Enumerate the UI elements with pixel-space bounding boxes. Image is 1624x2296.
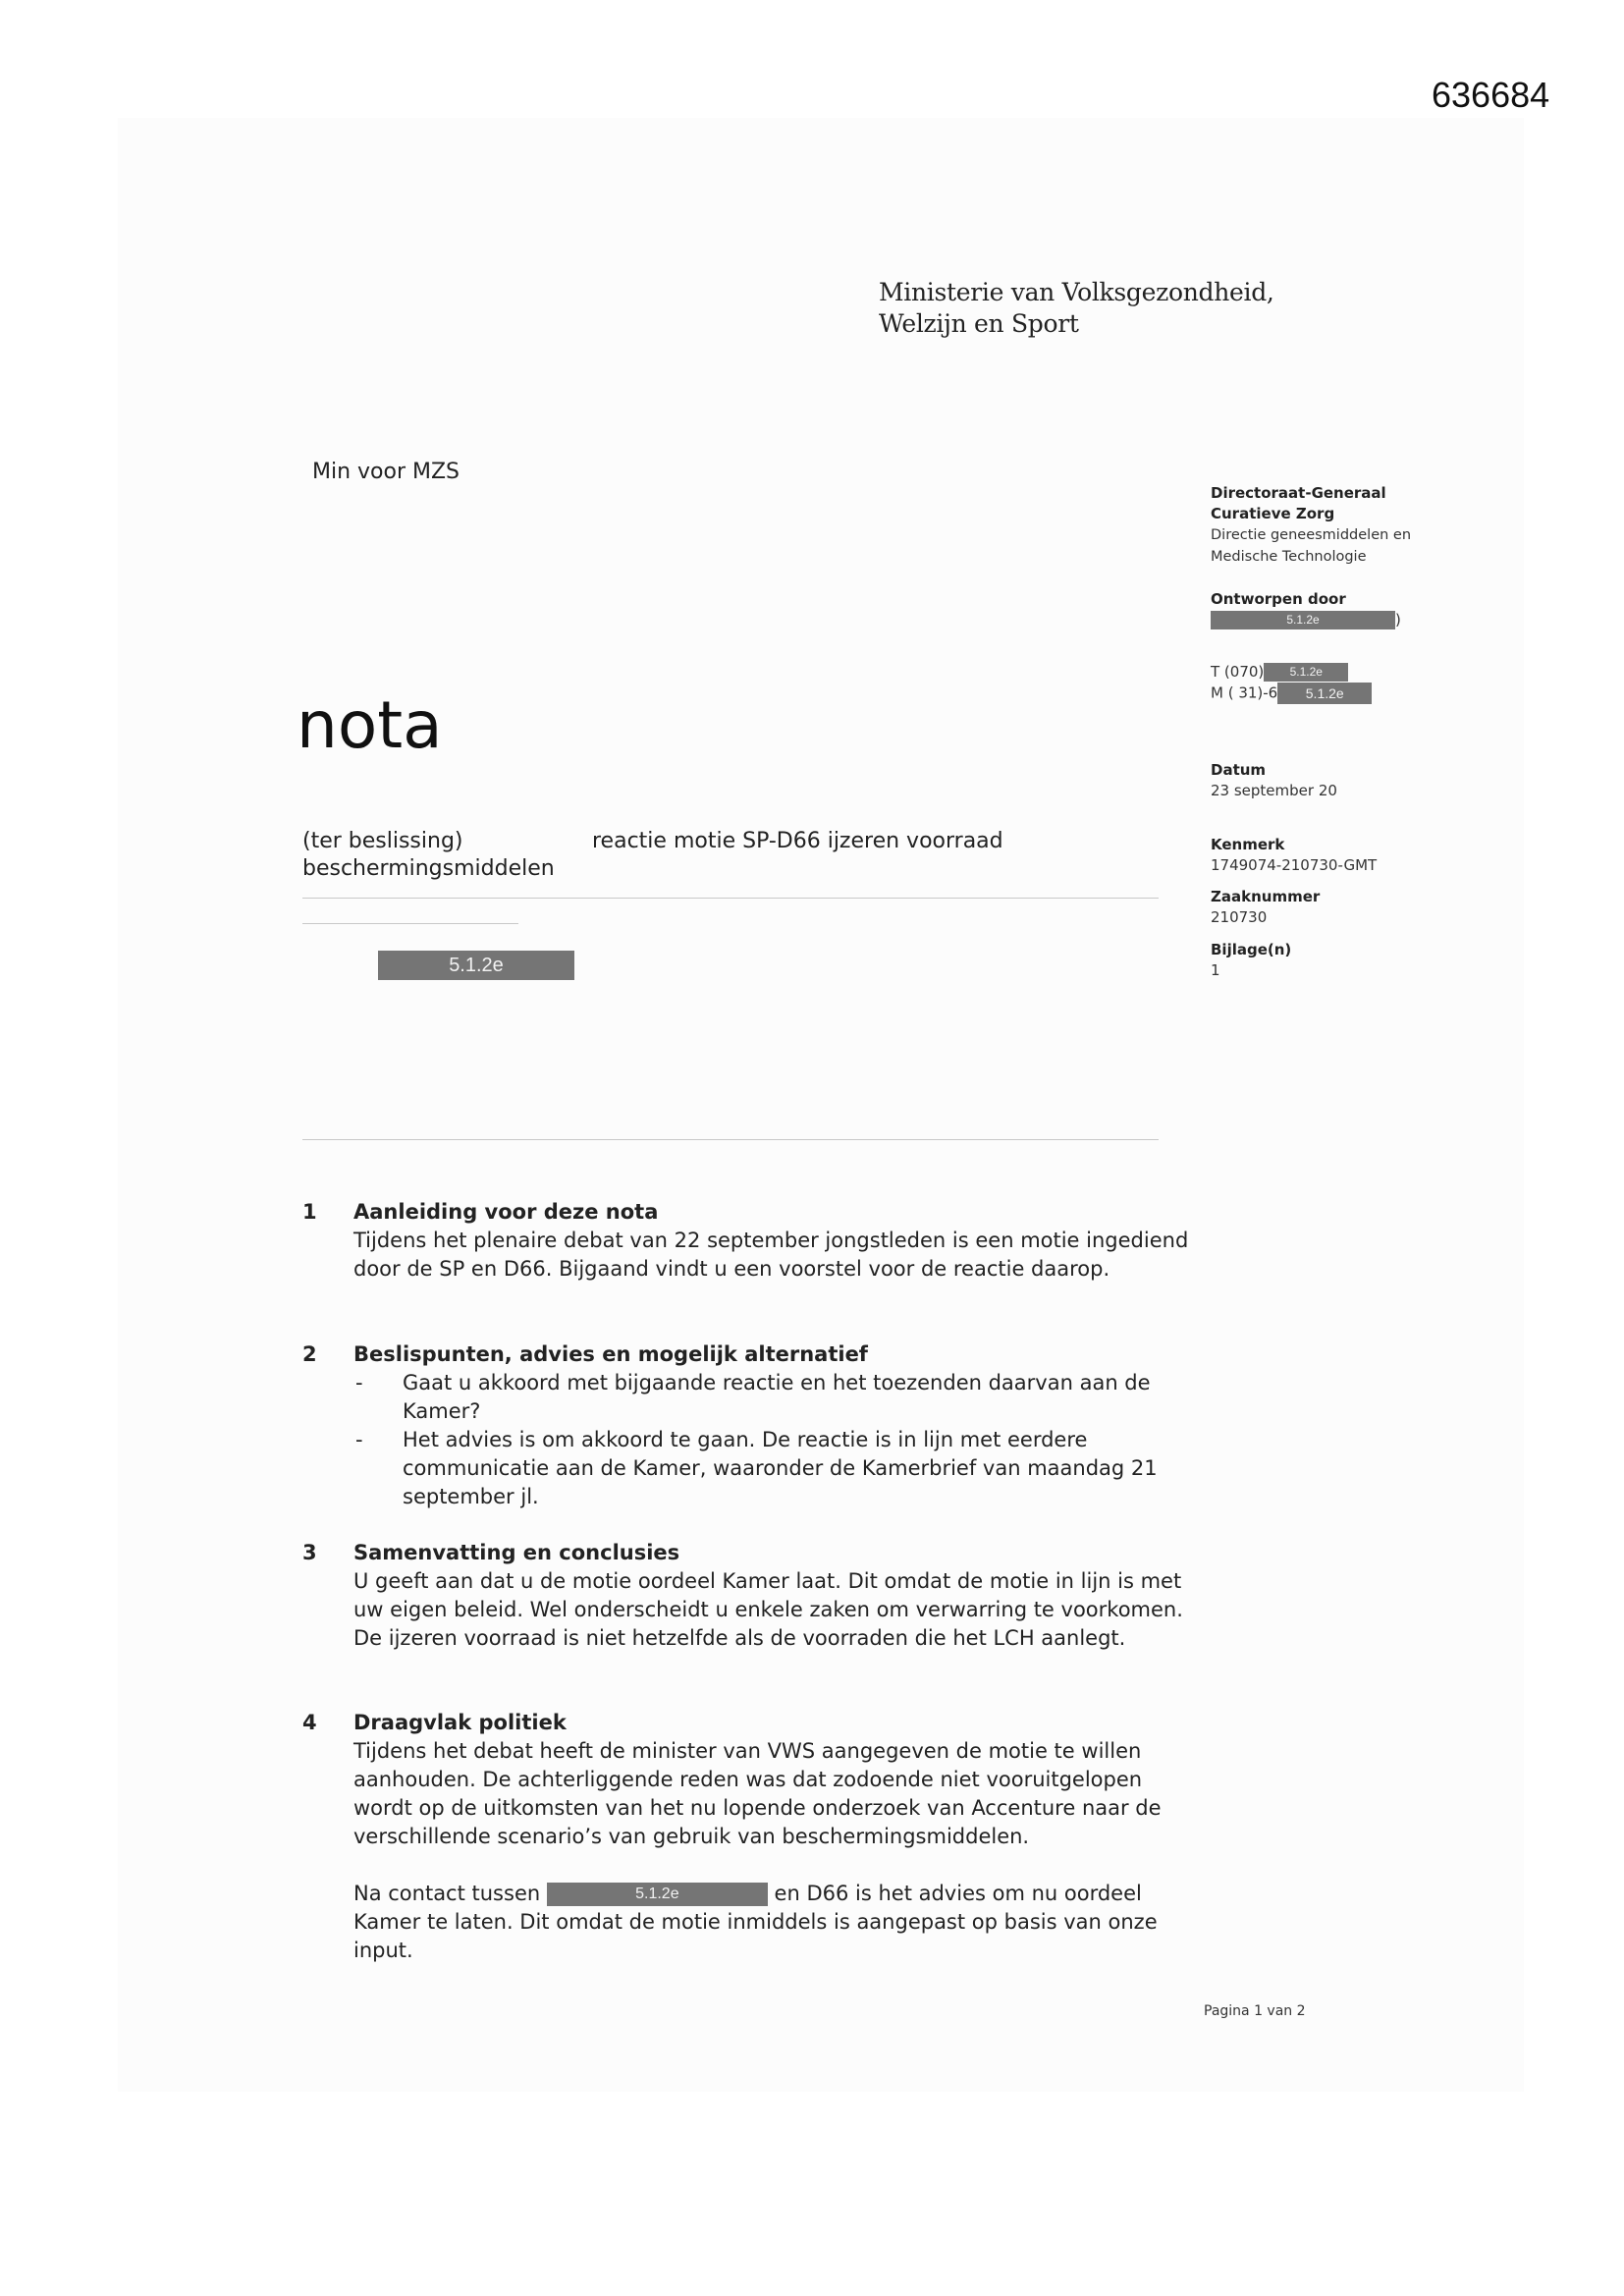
list-item-text: Gaat u akkoord met bijgaande reactie en het toezenden daarvan aan de Kamer? [403,1371,1151,1423]
dept-line-1: Directie geneesmiddelen en [1211,527,1412,543]
addressee: Min voor MZS [312,460,460,484]
section-number: 1 [302,1200,317,1224]
document-title: nota [297,687,443,763]
kenmerk-value: 1749074-210730-GMT [1211,856,1378,874]
list-item: - Gaat u akkoord met bijgaande reactie en het toezenden daarvan aan de Kamer? [355,1371,1151,1423]
ontworpen-suffix: ) [1395,611,1401,629]
subject-type: (ter beslissing) [302,829,463,853]
bijlage-label: Bijlage(n) [1211,941,1292,958]
ontworpen-label: Ontworpen door [1211,590,1346,608]
section-heading: Aanleiding voor deze nota [353,1200,659,1224]
sidebar-ontworpen [1211,589,1401,630]
section-heading: Samenvatting en conclusies [353,1541,680,1564]
dg-line-2: Curatieve Zorg [1211,505,1335,522]
datum-value: 23 september 20 [1211,782,1337,799]
divider [302,898,1159,899]
section-heading: Beslispunten, advies en mogelijk alternatief [353,1342,868,1366]
ministry-line-2: Welzijn en Sport [879,309,1079,338]
subject-text: reactie motie SP-D66 ijzeren voorraad [592,829,1003,853]
section-number: 3 [302,1541,317,1564]
section-text-2-end: en D66 is het advies om nu oordeel Kamer te laten. Dit omdat de motie inmiddels is aangepast op basis van onze input. [353,1882,1158,1962]
phone-m-label: M ( 31)-6 [1211,683,1278,702]
dg-line-1: Directoraat-Generaal [1211,484,1386,502]
datum-label: Datum [1211,761,1267,779]
section-number: 2 [302,1342,317,1366]
sidebar-bijlage [1211,940,1291,981]
section-number: 4 [302,1711,317,1734]
section-1 [302,1198,1206,1284]
redaction-block: 5.1.2e [1264,663,1348,682]
document-number: 636684 [1432,75,1550,115]
sidebar-datum [1211,760,1337,801]
phone-t-label: T (070) [1211,663,1265,681]
signature-line [302,923,518,924]
sidebar-kenmerk [1211,835,1377,876]
redaction-block: 5.1.2e [1211,611,1395,629]
bijlage-value: 1 [1211,961,1220,979]
section-4 [302,1709,1206,1965]
list-item: - Het advies is om akkoord te gaan. De reactie is in lijn met eerdere communicatie aan de Kamer, waaronder de Kamerbrief van maandag 21 september jl. [355,1428,1158,1508]
divider [302,1139,1159,1140]
zaaknummer-label: Zaaknummer [1211,888,1321,905]
sidebar-phones [1211,662,1372,704]
ministry-line-1: Ministerie van Volksgezondheid, [879,278,1274,306]
dept-line-2: Medische Technologie [1211,549,1367,565]
section-text-2-start: Na contact tussen [353,1882,541,1905]
list-item-text: Het advies is om akkoord te gaan. De reactie is in lijn met eerdere communicatie aan de Kamer, waaronder de Kamerbrief van maandag 21 september jl. [403,1428,1158,1508]
redaction-block: 5.1.2e [547,1883,768,1906]
section-text: Tijdens het plenaire debat van 22 september jongstleden is een motie ingediend door de SP en D66. Bijgaand vindt u een voorstel voor de reactie daarop. [353,1229,1189,1281]
section-heading: Draagvlak politiek [353,1711,567,1734]
section-2 [302,1340,1206,1511]
kenmerk-label: Kenmerk [1211,836,1285,853]
section-text-2 [353,1880,1206,1965]
redaction-block: 5.1.2e [378,951,574,980]
section-text: U geeft aan dat u de motie oordeel Kamer laat. Dit omdat de motie in lijn is met uw eigen beleid. Wel onderscheidt u enkele zaken om verwarring te voorkomen. De ijzeren voorraad is niet hetzelfde als de voorraden die het LCH aanlegt. [353,1569,1183,1650]
section-text: Tijdens het debat heeft de minister van VWS aangegeven de motie te willen aanhouden. De achterliggende reden was dat zodoende niet vooruitgelopen wordt op de uitkomsten van het nu lopende onderzoek van Accenture naar de verschillende scenario’s van gebruik van beschermingsmiddelen. [353,1739,1162,1848]
section-3 [302,1539,1206,1653]
sidebar-zaaknummer [1211,887,1320,928]
ministry-logo-text [879,277,1274,340]
page-footer: Pagina 1 van 2 [1204,2003,1306,2019]
sidebar-dg [1211,483,1411,568]
redaction-block: 5.1.2e [1277,683,1372,704]
zaaknummer-value: 210730 [1211,908,1268,926]
subject-text-cont: beschermingsmiddelen [302,856,555,881]
